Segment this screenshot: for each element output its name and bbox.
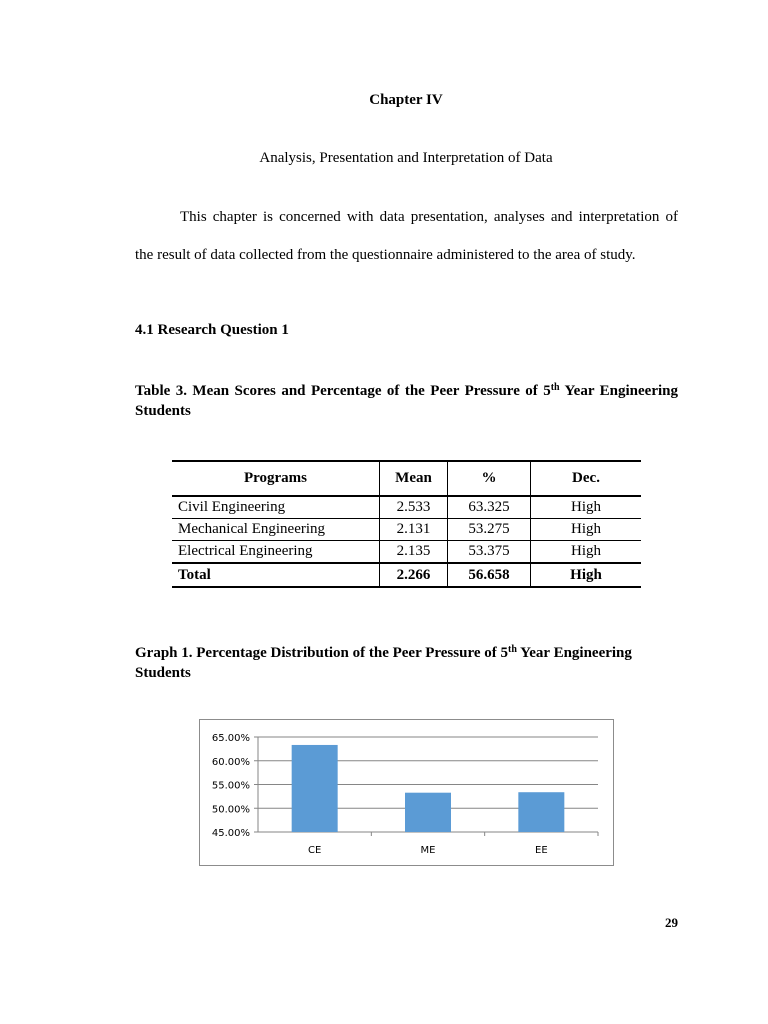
cell-total-decision: High — [531, 563, 642, 587]
header-percent: % — [448, 461, 531, 496]
x-tick-label: CE — [308, 845, 322, 856]
table-row — [172, 541, 641, 564]
cell-mean: 2.135 — [380, 541, 448, 564]
bar-ee — [518, 792, 564, 832]
page-number: 29 — [665, 915, 678, 930]
cell-decision: High — [531, 519, 642, 541]
table-caption-line2: Students — [135, 403, 191, 419]
x-tick-label: EE — [535, 845, 548, 856]
chapter-subtitle: Analysis, Presentation and Interpretation of Data — [259, 150, 553, 166]
y-tick-label: 60.00% — [211, 756, 250, 768]
cell-decision: High — [531, 541, 642, 564]
header-programs: Programs — [172, 461, 380, 496]
cell-mean: 2.533 — [380, 496, 448, 519]
cell-percent: 63.325 — [448, 496, 531, 519]
table-row — [172, 519, 641, 541]
intro-line-1: This chapter is concerned with data presentation, analyses and interpretation of — [180, 209, 678, 225]
cell-program: Electrical Engineering — [172, 541, 380, 564]
y-tick-label: 55.00% — [211, 780, 250, 792]
cell-percent: 53.275 — [448, 519, 531, 541]
bar-ce — [292, 745, 338, 832]
intro-line-2: the result of data collected from the questionnaire administered to the area of study. — [135, 247, 636, 263]
section-heading: 4.1 Research Question 1 — [135, 322, 289, 338]
bar-chart-svg — [200, 720, 613, 865]
header-mean: Mean — [380, 461, 448, 496]
cell-program: Civil Engineering — [172, 496, 380, 519]
y-tick-label: 45.00% — [211, 828, 250, 839]
chapter-title: Chapter IV — [369, 92, 443, 108]
cell-total-percent: 56.658 — [448, 563, 531, 587]
y-tick-label: 65.00% — [211, 733, 250, 744]
cell-total-label: Total — [172, 563, 380, 587]
bar-me — [405, 793, 451, 832]
table-row — [172, 496, 641, 519]
table-caption-part2: Year Engineering — [559, 383, 678, 399]
x-tick-label: ME — [420, 845, 436, 856]
mean-scores-table — [172, 460, 641, 588]
graph-caption-line2: Students — [135, 665, 191, 681]
graph-caption — [135, 643, 678, 683]
table-caption-part1: Table 3. Mean Scores and Percentage of the Peer Pressure of 5 — [135, 383, 551, 399]
graph-caption-part2: Year Engineering — [516, 645, 632, 661]
cell-total-mean: 2.266 — [380, 563, 448, 587]
graph-caption-sup: th — [508, 644, 517, 655]
table-total-row — [172, 563, 641, 587]
graph-caption-part1: Graph 1. Percentage Distribution of the Peer Pressure of 5 — [135, 645, 508, 661]
table-caption — [135, 381, 678, 421]
table-header-row — [172, 461, 641, 496]
cell-percent: 53.375 — [448, 541, 531, 564]
cell-decision: High — [531, 496, 642, 519]
cell-program: Mechanical Engineering — [172, 519, 380, 541]
header-decision: Dec. — [531, 461, 642, 496]
cell-mean: 2.131 — [380, 519, 448, 541]
bar-chart — [199, 719, 614, 866]
y-tick-label: 50.00% — [211, 804, 250, 816]
table-caption-sup: th — [550, 382, 560, 393]
